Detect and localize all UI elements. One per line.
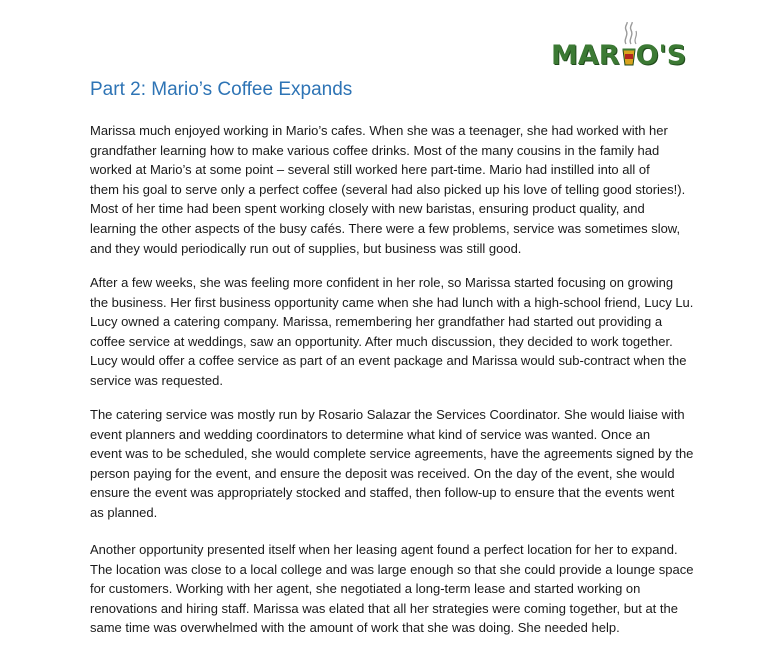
logo-text-before: MAR [551, 40, 620, 71]
text-line: event was to be scheduled, she would complete service agreements, have the agreements signed by the [90, 446, 694, 462]
text-line: as planned. [90, 504, 158, 520]
text-line: Lucy would offer a coffee service as part of an event package and Marissa would sub-contract when the [90, 353, 687, 369]
text-line: coffee service at weddings, saw an opportunity. After much discussion, they decided to work together. [90, 333, 673, 349]
text-line: Another opportunity presented itself when her leasing agent found a perfect location for her to expand. [90, 542, 678, 557]
paragraph-1 [90, 121, 690, 258]
text-line: ensure the event was appropriately stocked and staffed, then follow-up to ensure that the events went [90, 485, 675, 501]
paragraph-2 [90, 273, 694, 391]
text-line: grandfather learning how to make various coffee drinks. Most of the many cousins in the family had [90, 142, 660, 158]
coffee-cup-icon [622, 48, 636, 66]
text-line: worked at Mario’s at some point – several still worked here part-time. Mario had instilled into all of [90, 162, 650, 178]
logo-wordmark [551, 42, 686, 70]
page-title: Part 2: Mario’s Coffee Expands [90, 79, 353, 100]
text-line: them his goal to serve only a perfect coffee (several had also picked up his love of telling good stories!). [90, 181, 686, 197]
text-line: The location was close to a local college and was large enough so that she could provide a lounge space [90, 561, 694, 577]
text-line: and they would periodically run out of supplies, but business was still good. [90, 240, 522, 256]
marios-logo [551, 22, 687, 74]
text-line: event planners and wedding coordinators to determine what kind of service was wanted. Once an [90, 426, 651, 442]
text-line: learning the other aspects of the busy cafés. There were a few problems, service was sometimes slow, [90, 220, 681, 236]
text-line: renovations and hiring staff. Marissa was elated that all her strategies were coming together, but at the [90, 600, 678, 616]
text-line: for customers. Working with her agent, she negotiated a long-term lease and started working on [90, 581, 641, 597]
paragraph-3 [90, 405, 694, 523]
text-line: After a few weeks, she was feeling more confident in her role, so Marissa started focusing on growing [90, 275, 674, 290]
logo-text-after: O'S [635, 40, 687, 71]
text-line: Most of her time had been spent working closely with new baristas, ensuring product quality, and [90, 201, 645, 217]
text-line: the business. Her first business opportunity came when she had lunch with a high-school friend, Lucy Lu. [90, 294, 694, 310]
text-line: Lucy owned a catering company. Marissa, remembering her grandfather had started out providing a [90, 314, 663, 330]
text-line: person paying for the event, and ensure the deposit was received. On the day of the event, she would [90, 465, 675, 481]
text-line: same time was overwhelmed with the amount of work that she was doing. She needed help. [90, 620, 620, 636]
paragraph-4 [90, 540, 694, 638]
text-line: service was requested. [90, 372, 223, 388]
text-line: Marissa much enjoyed working in Mario’s cafes. When she was a teenager, she had worked with her [90, 123, 668, 138]
text-line: The catering service was mostly run by Rosario Salazar the Services Coordinator. She would liaise with [90, 407, 685, 422]
